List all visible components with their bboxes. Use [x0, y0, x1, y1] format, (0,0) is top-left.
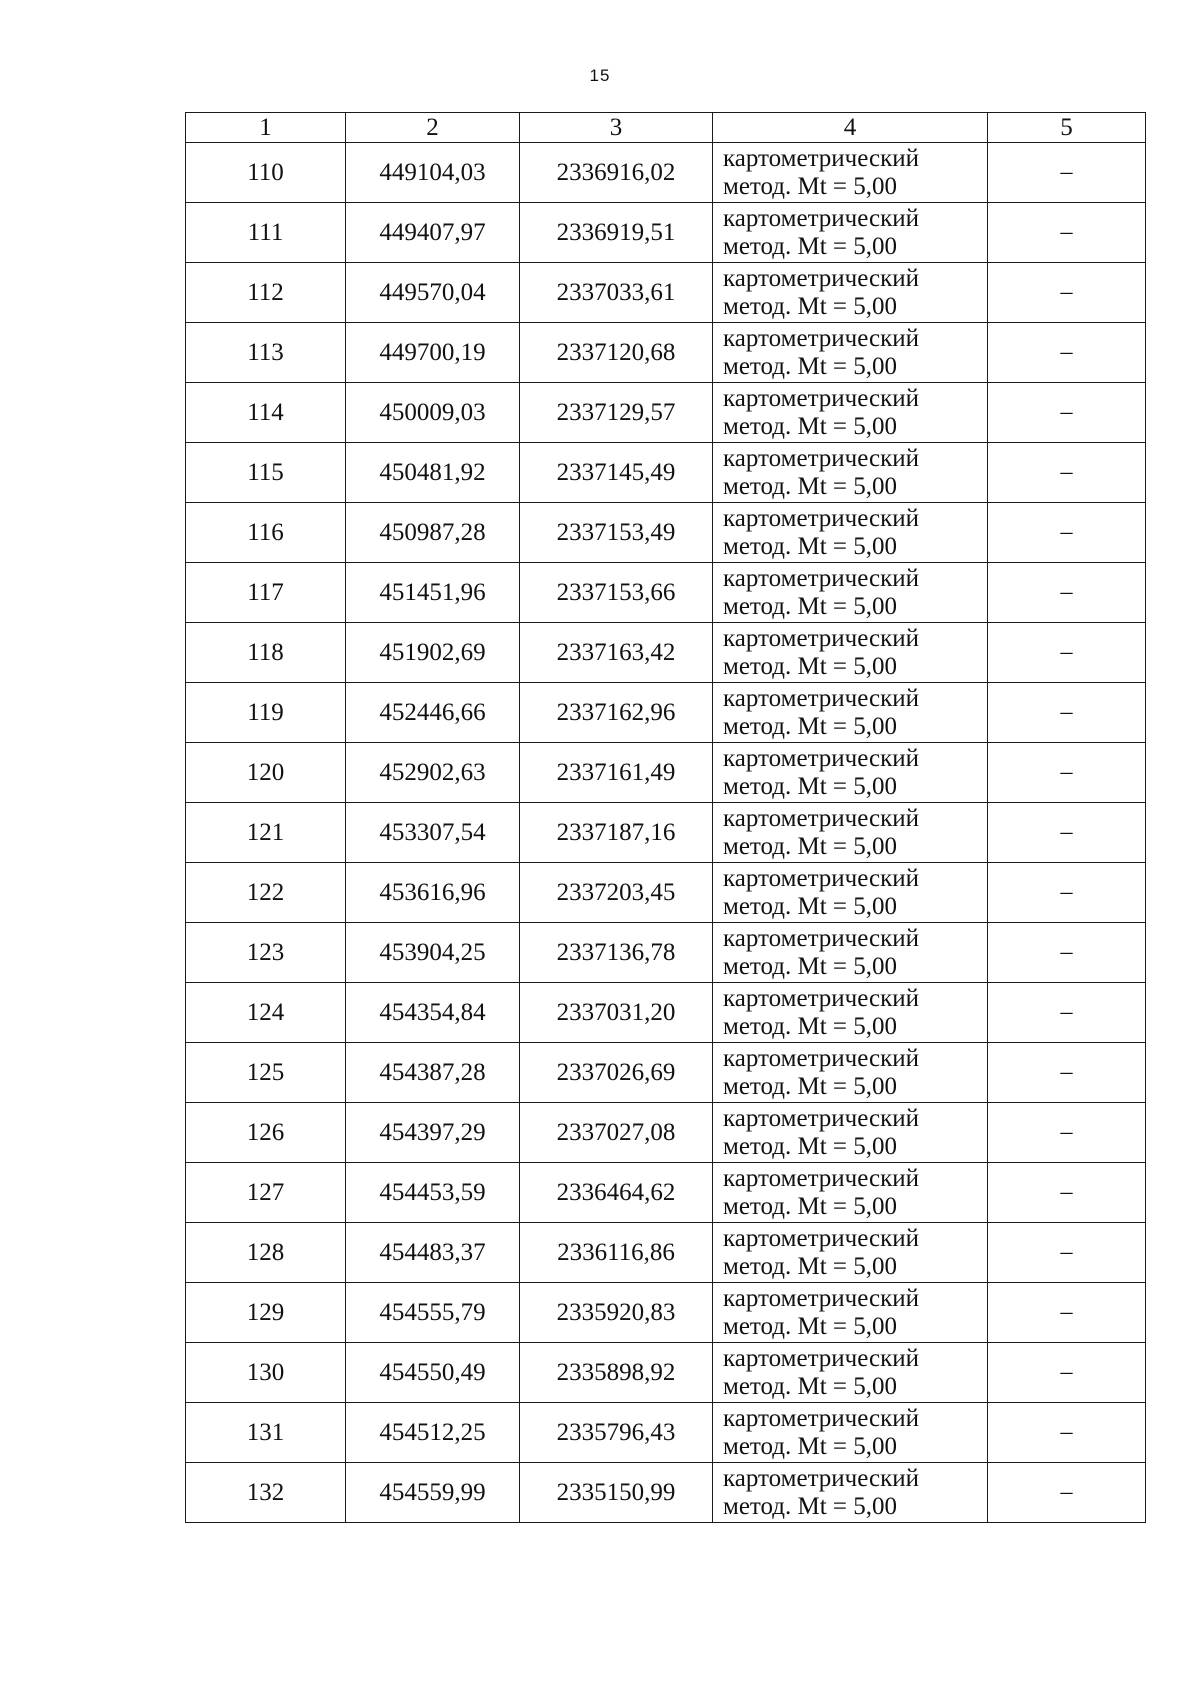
x-coordinate-cell: 454512,25: [346, 1403, 520, 1463]
method-accuracy-text: метод. Mt = 5,00: [723, 892, 898, 920]
method-cell: [713, 683, 988, 743]
column-header-4: 4: [713, 113, 988, 143]
method-name-text: картометрический: [723, 1104, 919, 1132]
table-row: [186, 1043, 1146, 1103]
x-coordinate-cell: 454555,79: [346, 1283, 520, 1343]
table-row: [186, 863, 1146, 923]
note-cell: –: [988, 1043, 1146, 1103]
y-coordinate-cell: 2337161,49: [520, 743, 713, 803]
note-cell: –: [988, 443, 1146, 503]
method-cell: [713, 443, 988, 503]
table-row: [186, 1283, 1146, 1343]
table-row: [186, 1463, 1146, 1523]
table-row: [186, 1163, 1146, 1223]
note-cell: –: [988, 743, 1146, 803]
method-cell: [713, 923, 988, 983]
method-name-text: картометрический: [723, 384, 919, 412]
method-name-text: картометрический: [723, 1164, 919, 1192]
method-name-text: картометрический: [723, 444, 919, 472]
x-coordinate-cell: 453904,25: [346, 923, 520, 983]
method-name-text: картометрический: [723, 264, 919, 292]
note-cell: –: [988, 1103, 1146, 1163]
table-row: [186, 983, 1146, 1043]
point-number-cell: 122: [186, 863, 346, 923]
method-accuracy-text: метод. Mt = 5,00: [723, 472, 898, 500]
method-cell: [713, 143, 988, 203]
method-name-text: картометрический: [723, 984, 919, 1012]
note-cell: –: [988, 803, 1146, 863]
note-cell: –: [988, 263, 1146, 323]
method-accuracy-text: метод. Mt = 5,00: [723, 1492, 898, 1520]
method-cell: [713, 743, 988, 803]
method-cell: [713, 623, 988, 683]
point-number-cell: 132: [186, 1463, 346, 1523]
y-coordinate-cell: 2337027,08: [520, 1103, 713, 1163]
y-coordinate-cell: 2336116,86: [520, 1223, 713, 1283]
table-row: [186, 923, 1146, 983]
point-number-cell: 115: [186, 443, 346, 503]
method-name-text: картометрический: [723, 744, 919, 772]
y-coordinate-cell: 2337120,68: [520, 323, 713, 383]
x-coordinate-cell: 452902,63: [346, 743, 520, 803]
y-coordinate-cell: 2337163,42: [520, 623, 713, 683]
method-accuracy-text: метод. Mt = 5,00: [723, 1252, 898, 1280]
header-row: [186, 113, 1146, 143]
y-coordinate-cell: 2337129,57: [520, 383, 713, 443]
y-coordinate-cell: 2336464,62: [520, 1163, 713, 1223]
method-accuracy-text: метод. Mt = 5,00: [723, 1432, 898, 1460]
method-name-text: картометрический: [723, 1224, 919, 1252]
method-cell: [713, 1163, 988, 1223]
table-row: [186, 383, 1146, 443]
method-cell: [713, 263, 988, 323]
method-cell: [713, 1403, 988, 1463]
table-row: [186, 563, 1146, 623]
method-name-text: картометрический: [723, 564, 919, 592]
note-cell: –: [988, 323, 1146, 383]
x-coordinate-cell: 450009,03: [346, 383, 520, 443]
x-coordinate-cell: 453307,54: [346, 803, 520, 863]
y-coordinate-cell: 2337031,20: [520, 983, 713, 1043]
note-cell: –: [988, 1163, 1146, 1223]
table-row: [186, 623, 1146, 683]
method-name-text: картометрический: [723, 204, 919, 232]
y-coordinate-cell: 2337033,61: [520, 263, 713, 323]
method-accuracy-text: метод. Mt = 5,00: [723, 412, 898, 440]
method-accuracy-text: метод. Mt = 5,00: [723, 232, 898, 260]
table-row: [186, 743, 1146, 803]
x-coordinate-cell: 453616,96: [346, 863, 520, 923]
point-number-cell: 121: [186, 803, 346, 863]
table-row: [186, 503, 1146, 563]
method-name-text: картометрический: [723, 1284, 919, 1312]
table-row: [186, 1223, 1146, 1283]
point-number-cell: 125: [186, 1043, 346, 1103]
method-cell: [713, 1223, 988, 1283]
point-number-cell: 111: [186, 203, 346, 263]
method-accuracy-text: метод. Mt = 5,00: [723, 832, 898, 860]
x-coordinate-cell: 454397,29: [346, 1103, 520, 1163]
note-cell: –: [988, 683, 1146, 743]
table-row: [186, 263, 1146, 323]
y-coordinate-cell: 2337153,49: [520, 503, 713, 563]
note-cell: –: [988, 1223, 1146, 1283]
x-coordinate-cell: 452446,66: [346, 683, 520, 743]
point-number-cell: 116: [186, 503, 346, 563]
page-number: 15: [589, 66, 611, 85]
column-header-2: 2: [346, 113, 520, 143]
method-accuracy-text: метод. Mt = 5,00: [723, 952, 898, 980]
x-coordinate-cell: 451451,96: [346, 563, 520, 623]
x-coordinate-cell: 454354,84: [346, 983, 520, 1043]
note-cell: –: [988, 923, 1146, 983]
column-header-1: 1: [186, 113, 346, 143]
y-coordinate-cell: 2337153,66: [520, 563, 713, 623]
note-cell: –: [988, 203, 1146, 263]
method-accuracy-text: метод. Mt = 5,00: [723, 172, 898, 200]
y-coordinate-cell: 2335150,99: [520, 1463, 713, 1523]
table-row: [186, 683, 1146, 743]
table-row: [186, 1343, 1146, 1403]
method-cell: [713, 383, 988, 443]
method-accuracy-text: метод. Mt = 5,00: [723, 1012, 898, 1040]
method-name-text: картометрический: [723, 624, 919, 652]
table-row: [186, 443, 1146, 503]
method-accuracy-text: метод. Mt = 5,00: [723, 1372, 898, 1400]
x-coordinate-cell: 449104,03: [346, 143, 520, 203]
method-accuracy-text: метод. Mt = 5,00: [723, 652, 898, 680]
method-accuracy-text: метод. Mt = 5,00: [723, 1132, 898, 1160]
point-number-cell: 124: [186, 983, 346, 1043]
table-row: [186, 803, 1146, 863]
x-coordinate-cell: 450481,92: [346, 443, 520, 503]
point-number-cell: 123: [186, 923, 346, 983]
method-name-text: картометрический: [723, 864, 919, 892]
method-name-text: картометрический: [723, 1464, 919, 1492]
method-accuracy-text: метод. Mt = 5,00: [723, 1072, 898, 1100]
note-cell: –: [988, 623, 1146, 683]
method-accuracy-text: метод. Mt = 5,00: [723, 1192, 898, 1220]
column-header-5: 5: [988, 113, 1146, 143]
x-coordinate-cell: 454453,59: [346, 1163, 520, 1223]
method-name-text: картометрический: [723, 1044, 919, 1072]
y-coordinate-cell: 2335898,92: [520, 1343, 713, 1403]
method-accuracy-text: метод. Mt = 5,00: [723, 772, 898, 800]
x-coordinate-cell: 450987,28: [346, 503, 520, 563]
x-coordinate-cell: 449700,19: [346, 323, 520, 383]
method-name-text: картометрический: [723, 804, 919, 832]
method-cell: [713, 1283, 988, 1343]
y-coordinate-cell: 2337203,45: [520, 863, 713, 923]
table-header: [186, 113, 1146, 143]
point-number-cell: 113: [186, 323, 346, 383]
table-row: [186, 323, 1146, 383]
method-cell: [713, 1343, 988, 1403]
method-name-text: картометрический: [723, 684, 919, 712]
x-coordinate-cell: 449570,04: [346, 263, 520, 323]
y-coordinate-cell: 2337026,69: [520, 1043, 713, 1103]
point-number-cell: 119: [186, 683, 346, 743]
method-cell: [713, 1463, 988, 1523]
note-cell: –: [988, 983, 1146, 1043]
table-row: [186, 1103, 1146, 1163]
method-name-text: картометрический: [723, 144, 919, 172]
y-coordinate-cell: 2337136,78: [520, 923, 713, 983]
method-cell: [713, 1043, 988, 1103]
method-cell: [713, 203, 988, 263]
point-number-cell: 129: [186, 1283, 346, 1343]
point-number-cell: 131: [186, 1403, 346, 1463]
point-number-cell: 110: [186, 143, 346, 203]
point-number-cell: 127: [186, 1163, 346, 1223]
note-cell: –: [988, 563, 1146, 623]
note-cell: –: [988, 143, 1146, 203]
method-cell: [713, 983, 988, 1043]
method-name-text: картометрический: [723, 1404, 919, 1432]
point-number-cell: 126: [186, 1103, 346, 1163]
x-coordinate-cell: 449407,97: [346, 203, 520, 263]
x-coordinate-cell: 454483,37: [346, 1223, 520, 1283]
method-accuracy-text: метод. Mt = 5,00: [723, 532, 898, 560]
table-body: [186, 143, 1146, 1523]
x-coordinate-cell: 454559,99: [346, 1463, 520, 1523]
y-coordinate-cell: 2335920,83: [520, 1283, 713, 1343]
method-accuracy-text: метод. Mt = 5,00: [723, 1312, 898, 1340]
table-row: [186, 143, 1146, 203]
method-name-text: картометрический: [723, 504, 919, 532]
y-coordinate-cell: 2335796,43: [520, 1403, 713, 1463]
point-number-cell: 118: [186, 623, 346, 683]
point-number-cell: 117: [186, 563, 346, 623]
method-cell: [713, 563, 988, 623]
note-cell: –: [988, 1403, 1146, 1463]
point-number-cell: 128: [186, 1223, 346, 1283]
y-coordinate-cell: 2337187,16: [520, 803, 713, 863]
table-row: [186, 1403, 1146, 1463]
note-cell: –: [988, 1463, 1146, 1523]
method-accuracy-text: метод. Mt = 5,00: [723, 352, 898, 380]
column-header-3: 3: [520, 113, 713, 143]
method-name-text: картометрический: [723, 924, 919, 952]
point-number-cell: 112: [186, 263, 346, 323]
x-coordinate-cell: 454387,28: [346, 1043, 520, 1103]
method-cell: [713, 1103, 988, 1163]
method-cell: [713, 503, 988, 563]
x-coordinate-cell: 454550,49: [346, 1343, 520, 1403]
method-accuracy-text: метод. Mt = 5,00: [723, 292, 898, 320]
y-coordinate-cell: 2337145,49: [520, 443, 713, 503]
point-number-cell: 120: [186, 743, 346, 803]
method-accuracy-text: метод. Mt = 5,00: [723, 592, 898, 620]
method-cell: [713, 863, 988, 923]
method-cell: [713, 323, 988, 383]
coordinates-table: [185, 112, 1146, 1523]
note-cell: –: [988, 383, 1146, 443]
note-cell: –: [988, 863, 1146, 923]
y-coordinate-cell: 2337162,96: [520, 683, 713, 743]
point-number-cell: 114: [186, 383, 346, 443]
table-row: [186, 203, 1146, 263]
method-accuracy-text: метод. Mt = 5,00: [723, 712, 898, 740]
point-number-cell: 130: [186, 1343, 346, 1403]
note-cell: –: [988, 1343, 1146, 1403]
method-name-text: картометрический: [723, 324, 919, 352]
x-coordinate-cell: 451902,69: [346, 623, 520, 683]
method-name-text: картометрический: [723, 1344, 919, 1372]
note-cell: –: [988, 503, 1146, 563]
y-coordinate-cell: 2336916,02: [520, 143, 713, 203]
y-coordinate-cell: 2336919,51: [520, 203, 713, 263]
note-cell: –: [988, 1283, 1146, 1343]
method-cell: [713, 803, 988, 863]
